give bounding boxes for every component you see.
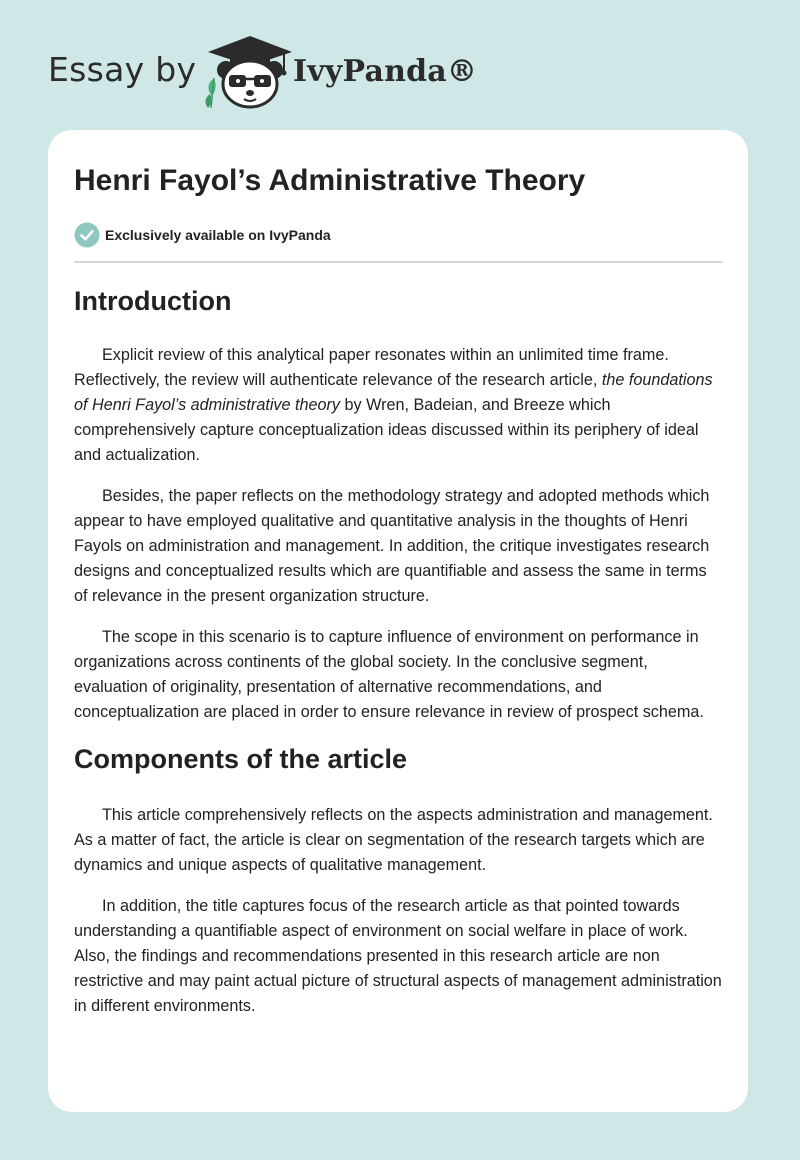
title-divider	[74, 261, 723, 263]
components-paragraph-1: This article comprehensively reflects on the aspects administration and management. As a matter of fact, the article is clear on segmentation of the research targets which are dynamics and unique aspects of qualitative management.	[74, 806, 713, 874]
ivypanda-logo-icon[interactable]	[200, 34, 300, 110]
essay-card	[48, 130, 748, 1112]
brand-name[interactable]: IvyPanda®	[293, 54, 478, 89]
section-heading-introduction: Introduction	[74, 286, 232, 316]
article-title-reference: the foundations of Henri Fayol’s administrative theory	[74, 371, 713, 414]
components-paragraph-2: In addition, the title captures focus of the research article as that pointed towards understanding a quantifiable aspect of environment on social welfare in place of work. Also, the findings and recommendations presented in this research article are non restrictive and may paint actual picture of structural aspects of management administration in different environments.	[74, 897, 722, 1015]
intro-paragraph-2: Besides, the paper reflects on the methodology strategy and adopted methods which appear to have employed qualitative and quantitative analysis in the thoughts of Henri Fayols on administration and management. In addition, the critique investigates research designs and conceptualized results which are quantifiable and assess the same in terms of relevance in the present organization structure.	[74, 487, 710, 605]
exclusive-badge	[74, 222, 331, 248]
intro-paragraph-1-text-end: by Wren, Badeian, and Breeze which comprehensively capture conceptualization ideas discussed within its periphery of ideal and actualization.	[74, 396, 699, 464]
section-heading-components: Components of the article	[74, 744, 408, 774]
page-title: Henri Fayol’s Administrative Theory	[74, 164, 586, 197]
intro-paragraph-3: The scope in this scenario is to capture influence of environment on performance in organizations across continents of the global society. In the conclusive segment, evaluation of originality, presentation of alternative recommendations, and conceptualization are placed in order to ensure relevance in review of prospect schema.	[74, 628, 704, 721]
essay-by-label: Essay by	[48, 50, 197, 89]
site-header	[48, 30, 548, 110]
exclusive-badge-label: Exclusively available on IvyPanda	[105, 227, 331, 243]
intro-paragraph-1	[74, 343, 724, 468]
intro-paragraph-1-text-start: Explicit review of this analytical paper resonates within an unlimited time frame. Reflectively, the review will authenticate relevance of the research article,	[74, 346, 669, 389]
check-circle-icon	[74, 222, 100, 248]
